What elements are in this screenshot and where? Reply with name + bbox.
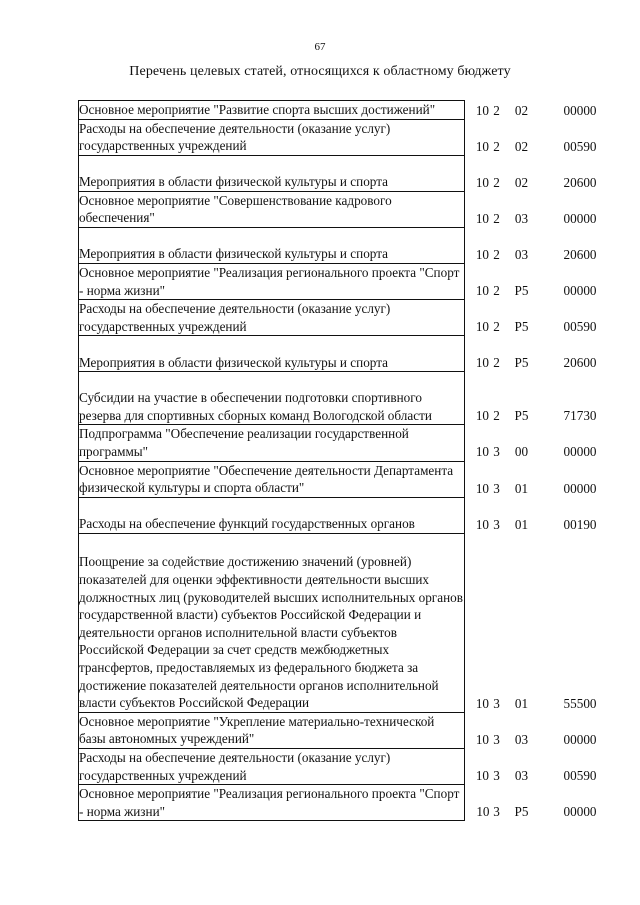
table-row [79, 300, 597, 336]
code-subprogram-cell: 3 [493, 516, 500, 532]
item-name-cell: Расходы на обеспечение деятельности (оказание услуг) государственных учреждений [79, 119, 465, 155]
item-name-cell: Основное мероприятие "Совершенствование кадрового обеспечения" [79, 191, 465, 227]
item-name-cell: Расходы на обеспечение деятельности (оказание услуг) государственных учреждений [79, 300, 465, 336]
code-subprogram-cell: 3 [493, 695, 500, 711]
table-row [79, 748, 597, 784]
code-direction-cell: 00000 [563, 210, 597, 226]
item-name-cell: Расходы на обеспечение функций государственных органов [79, 497, 465, 533]
code-section-cell: 10 [475, 768, 489, 783]
code-event-cell: 03 [514, 210, 529, 226]
code-section-cell: 10 [475, 174, 489, 190]
code-subprogram-cell: 2 [493, 174, 500, 190]
item-name-cell: Основное мероприятие "Реализация регионального проекта "Спорт - норма жизни" [79, 263, 465, 299]
code-section-cell: 10 [475, 444, 489, 460]
code-direction-cell: 20600 [563, 174, 597, 190]
code-event-cell: 01 [514, 480, 529, 496]
code-subprogram-cell: 3 [493, 444, 500, 460]
item-name-cell: Основное мероприятие "Обеспечение деятельности Департамента физической культуры и спорта области" [79, 461, 465, 497]
code-event-cell: 02 [514, 174, 529, 190]
code-section-cell: 10 [476, 804, 490, 820]
code-subprogram-cell: 2 [493, 408, 500, 424]
code-section-cell: 10 [475, 138, 489, 154]
table-row [79, 425, 597, 461]
code-section-cell: 10 [475, 355, 489, 371]
code-direction-cell: 00000 [563, 804, 597, 820]
item-name-cell: Основное мероприятие "Укрепление материально-технической базы автономных учреждений" [79, 712, 465, 748]
page-number: 67 [314, 41, 326, 53]
code-direction-cell: 00000 [563, 480, 597, 496]
table-row [79, 191, 597, 227]
target-items-table [78, 100, 597, 821]
code-event-cell: 03 [514, 768, 529, 783]
code-subprogram-cell: 3 [493, 804, 500, 820]
code-event-cell: 02 [514, 138, 529, 154]
code-subprogram-cell: 2 [493, 138, 500, 154]
table-row [79, 263, 597, 299]
code-direction-cell: 00590 [563, 138, 597, 154]
code-subprogram-cell: 2 [493, 355, 500, 371]
code-direction-cell: 00000 [563, 731, 597, 747]
code-event-cell: 02 [514, 102, 529, 118]
code-section-cell: 10 [475, 731, 489, 747]
item-name-cell: Подпрограмма "Обеспечение реализации государственной программы" [79, 425, 465, 461]
code-event-cell: 00 [514, 444, 529, 460]
code-event-cell: 03 [514, 246, 529, 262]
item-name-cell: Мероприятия в области физической культуры и спорта [79, 336, 465, 372]
item-name-cell: Основное мероприятие "Реализация регионального проекта "Спорт - норма жизни" [79, 785, 465, 821]
table-row [79, 227, 597, 263]
code-section-cell: 10 [475, 408, 489, 424]
code-subprogram-cell: 2 [493, 283, 500, 299]
code-section-cell: 10 [475, 319, 489, 335]
code-subprogram-cell: 2 [493, 102, 500, 118]
item-name-cell: Мероприятия в области физической культуры и спорта [79, 155, 465, 191]
code-event-cell: P5 [514, 355, 529, 371]
code-section-cell: 10 [475, 516, 489, 532]
item-name-cell: Субсидии на участие в обеспечении подготовки спортивного резерва для спортивных сборных команд Вологодской области [79, 372, 465, 425]
code-section-cell: 10 [475, 210, 489, 226]
document-title: Перечень целевых статей, относящихся к областному бюджету [129, 64, 511, 79]
code-direction-cell: 20600 [563, 355, 597, 371]
table-row [79, 101, 597, 120]
code-section-cell: 10 [475, 695, 489, 711]
code-direction-cell: 00000 [563, 102, 597, 118]
code-subprogram-cell: 2 [493, 246, 500, 262]
code-event-cell: P5 [514, 319, 529, 335]
code-direction-cell: 00000 [563, 283, 597, 299]
code-direction-cell: 20600 [563, 246, 597, 262]
code-section-cell: 10 [475, 246, 489, 262]
code-event-cell: P5 [514, 804, 529, 820]
code-section-cell: 10 [475, 283, 489, 299]
item-name-cell: Поощрение за содействие достижению значений (уровней) показателей для оценки эффективности деятельности высших должностных лиц (руководителей высших исполнительных органов государственной власти) субъектов Российской Федерации и деятельности органов исполнительной власти субъектов Российской Федерации за счет средств межбюджетных трансфертов, предоставляемых из федерального бюджета за достижение показателей деятельности органов исполнительной власти субъектов Российской Федерации [79, 533, 465, 712]
code-direction-cell: 00190 [563, 516, 597, 532]
code-event-cell: P5 [514, 283, 529, 299]
code-direction-cell: 00590 [563, 768, 597, 783]
table-row [79, 155, 597, 191]
code-event-cell: 03 [514, 731, 529, 747]
code-subprogram-cell: 2 [493, 319, 500, 335]
code-direction-cell: 00000 [563, 444, 597, 460]
code-direction-cell: 55500 [563, 695, 597, 711]
table-row [79, 119, 597, 155]
table-row [79, 497, 597, 533]
table-row [79, 336, 597, 372]
code-event-cell: 01 [514, 695, 529, 711]
code-direction-cell: 00590 [563, 319, 597, 335]
code-section-cell: 10 [475, 102, 489, 118]
table-row [79, 461, 597, 497]
code-subprogram-cell: 2 [493, 210, 500, 226]
item-name-cell: Мероприятия в области физической культуры и спорта [79, 227, 465, 263]
code-subprogram-cell: 3 [493, 480, 500, 496]
table-row [79, 533, 597, 712]
item-name-cell: Основное мероприятие "Развитие спорта высших достижений" [79, 101, 465, 120]
code-direction-cell: 71730 [563, 408, 597, 424]
code-event-cell: P5 [514, 408, 529, 424]
table-row [79, 712, 597, 748]
item-name-cell: Расходы на обеспечение деятельности (оказание услуг) государственных учреждений [79, 748, 465, 784]
code-subprogram-cell: 3 [493, 731, 500, 747]
code-subprogram-cell: 3 [493, 768, 500, 783]
code-section-cell: 10 [475, 480, 489, 496]
code-event-cell: 01 [514, 516, 529, 532]
table-body [79, 101, 597, 821]
table-row [79, 785, 597, 821]
table-row [79, 372, 597, 425]
